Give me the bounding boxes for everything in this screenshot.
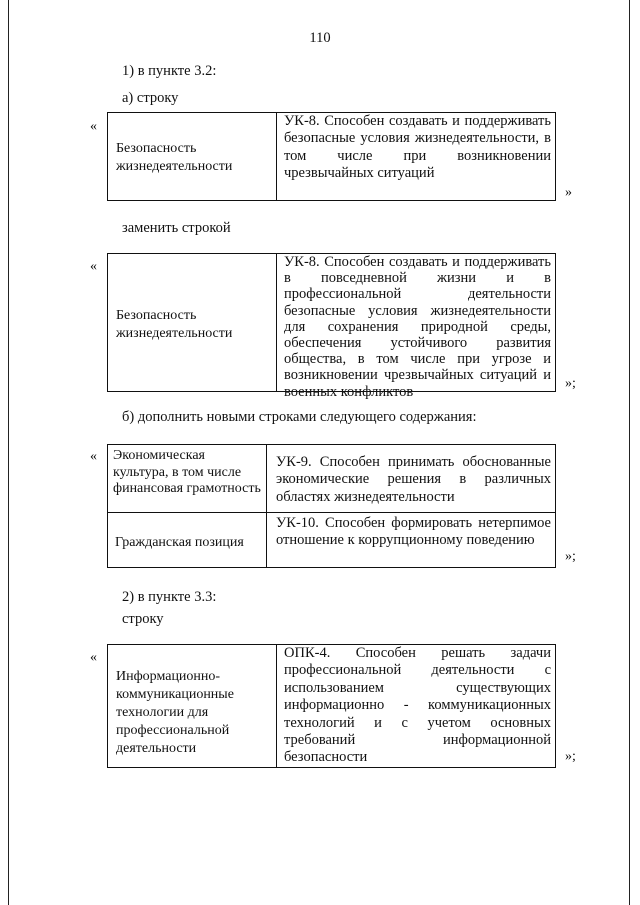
discipline-cell: Безопасность жизнедеятельности — [116, 308, 233, 341]
close-quote: » — [565, 185, 572, 200]
item-1b-label: б) дополнить новыми строками следующего содержания: — [122, 409, 477, 425]
table-added-rows — [107, 444, 556, 568]
close-quote: »; — [565, 376, 576, 391]
discipline-cell: Информационно-коммуникационные технологии для профессиональной деятельности — [116, 669, 234, 756]
table-row-3-3 — [107, 644, 556, 768]
table-old-row — [107, 112, 556, 201]
close-quote: »; — [565, 749, 576, 764]
replace-label: заменить строкой — [122, 220, 231, 236]
competency-cell: УК-9. Способен принимать обоснованные экономические решения в различных областях жизнедеятельности — [276, 454, 551, 505]
close-quote: »; — [565, 549, 576, 564]
competency-cell: ОПК-4. Способен решать задачи профессиональной деятельности с использованием существующих информационно - коммуникационных технологий и с учетом основных требований информационной безопасности — [284, 645, 551, 766]
open-quote: « — [90, 119, 97, 134]
open-quote: « — [90, 650, 97, 665]
column-divider — [276, 645, 277, 767]
discipline-cell: Экономическая культура, в том числе финансовая грамотность — [113, 448, 261, 496]
competency-cell: УК-8. Способен создавать и поддерживать в повседневной жизни и в профессиональной деятельности безопасные условия жизнедеятельности для сохранения природной среды, обеспечения устойчивого развития общества, в том числе при угрозе и возникновении чрезвычайных ситуаций и военных конфликтов — [284, 254, 551, 400]
item-1a-label: а) строку — [122, 90, 179, 106]
competency-cell: УК-8. Способен создавать и поддерживать безопасные условия жизнедеятельности, в том числе при возникновении чрезвычайных ситуаций — [284, 113, 551, 182]
item-1-heading: 1) в пункте 3.2: — [122, 63, 217, 79]
column-divider — [266, 445, 267, 567]
open-quote: « — [90, 449, 97, 464]
item-2-label: строку — [122, 611, 164, 627]
discipline-cell: Безопасность жизнедеятельности — [116, 141, 233, 174]
page-number: 110 — [309, 30, 331, 46]
column-divider — [276, 254, 277, 391]
discipline-cell: Гражданская позиция — [115, 535, 244, 550]
table-new-row — [107, 253, 556, 400]
competency-cell: УК-10. Способен формировать нетерпимое отношение к коррупционному поведению — [276, 515, 551, 549]
row-divider — [108, 512, 555, 513]
open-quote: « — [90, 259, 97, 274]
item-2-heading: 2) в пункте 3.3: — [122, 589, 217, 605]
column-divider — [276, 113, 277, 200]
